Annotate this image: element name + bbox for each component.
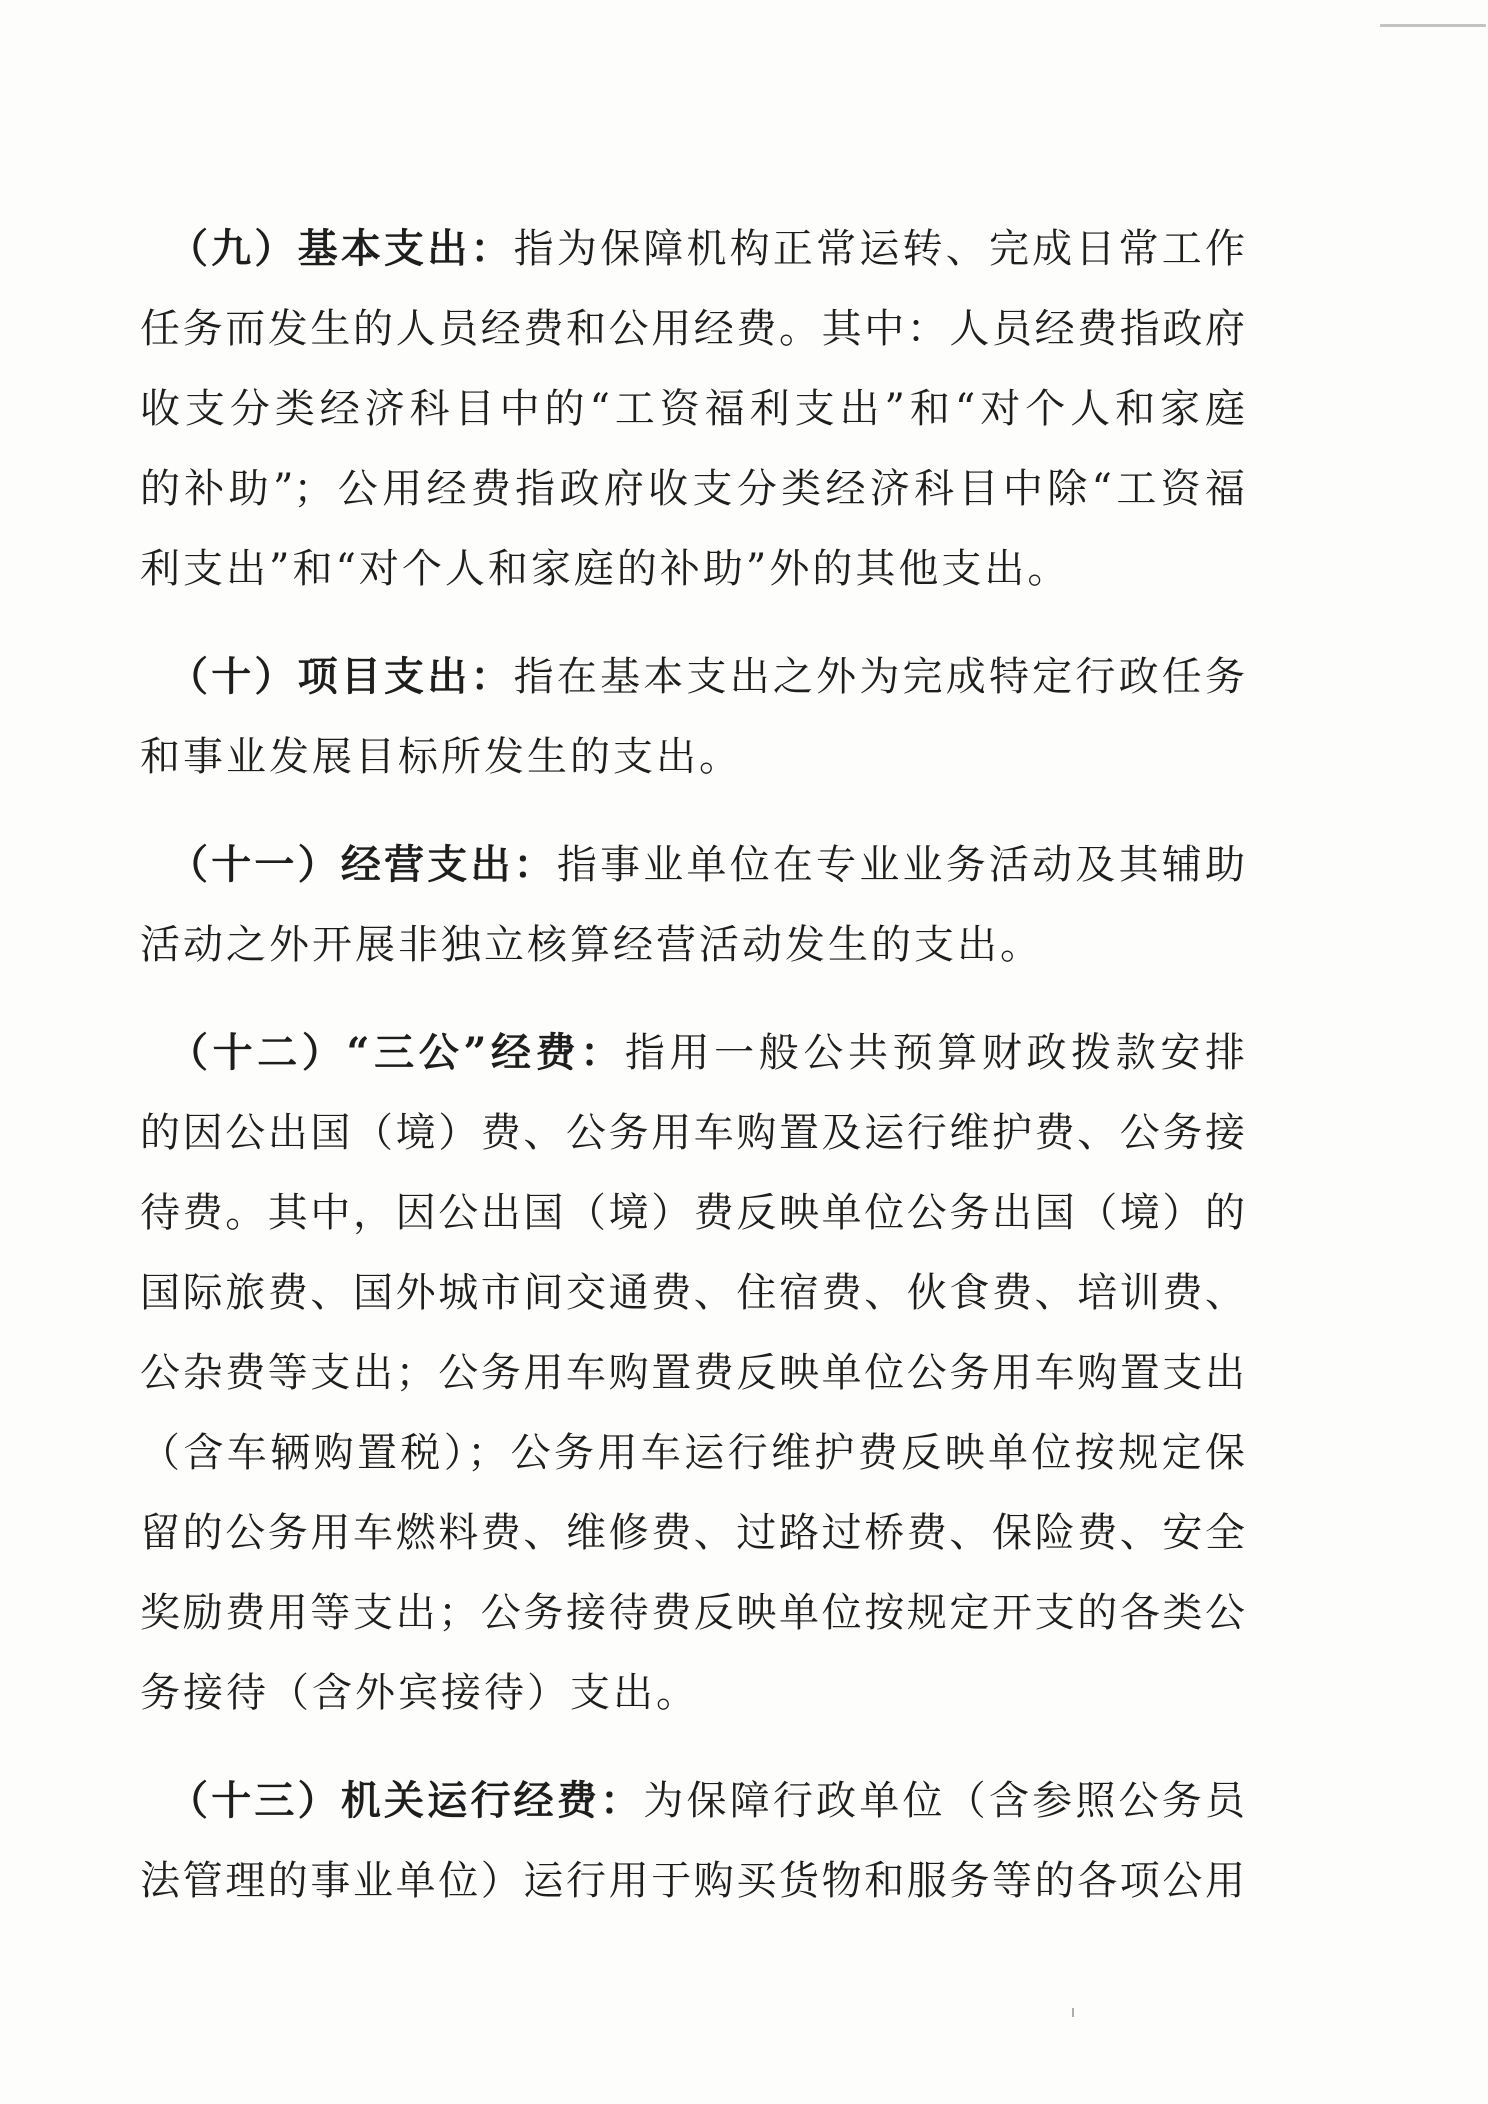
paragraph-line xyxy=(140,637,1245,717)
term-definition: 指事业单位在专业业务活动及其辅助 xyxy=(556,842,1245,888)
paragraph-line: 待费。其中，因公出国（境）费反映单位公务出国（境）的 xyxy=(140,1190,1245,1236)
paragraph-line: 法管理的事业单位）运行用于购买货物和服务等的各项公用 xyxy=(140,1858,1245,1904)
paragraph-line xyxy=(140,1761,1245,1841)
term-definition: 指在基本支出之外为完成特定行政任务 xyxy=(513,654,1245,700)
paragraph-12-three-public-funds xyxy=(140,1013,1245,1733)
paragraph-10-project-expenditure xyxy=(140,637,1245,797)
paragraph-line: 利支出”和“对个人和家庭的补助”外的其他支出。 xyxy=(140,546,1071,592)
text-block xyxy=(140,209,1245,1949)
paragraph-9-basic-expenditure xyxy=(140,209,1245,609)
paragraph-line: 的因公出国（境）费、公务用车购置及运行维护费、公务接 xyxy=(140,1110,1245,1156)
paragraph-line xyxy=(140,209,1245,289)
paragraph-line: 活动之外开展非独立核算经营活动发生的支出。 xyxy=(140,922,1043,968)
paragraph-line: 奖励费用等支出；公务接待费反映单位按规定开支的各类公 xyxy=(140,1590,1245,1636)
scan-artifact-line xyxy=(1380,24,1486,27)
scan-speck xyxy=(1072,2008,1074,2017)
paragraph-line: 和事业发展目标所发生的支出。 xyxy=(140,734,742,780)
term-label: （十）项目支出： xyxy=(168,653,514,700)
term-definition: 指为保障机构正常运转、完成日常工作 xyxy=(513,226,1245,272)
term-label: （十一）经营支出： xyxy=(168,841,557,888)
paragraph-line xyxy=(140,825,1245,905)
paragraph-line: 任务而发生的人员经费和公用经费。其中：人员经费指政府 xyxy=(140,306,1245,352)
term-label: （九）基本支出： xyxy=(168,225,514,272)
paragraph-line: 公杂费等支出；公务用车购置费反映单位公务用车购置支出 xyxy=(140,1350,1245,1396)
term-definition: 指用一般公共预算财政拨款安排 xyxy=(624,1030,1245,1076)
paragraph-line xyxy=(140,1013,1245,1093)
paragraph-13-agency-operating-funds xyxy=(140,1761,1245,1921)
paragraph-11-operating-expenditure xyxy=(140,825,1245,985)
paragraph-line: 收支分类经济科目中的“工资福利支出”和“对个人和家庭 xyxy=(140,386,1245,432)
term-label: （十二）“三公”经费： xyxy=(168,1029,625,1076)
paragraph-line: 国际旅费、国外城市间交通费、住宿费、伙食费、培训费、 xyxy=(140,1270,1245,1316)
term-definition: 为保障行政单位（含参照公务员 xyxy=(643,1778,1245,1824)
paragraph-line: 务接待（含外宾接待）支出。 xyxy=(140,1670,699,1716)
paragraph-line: 留的公务用车燃料费、维修费、过路过桥费、保险费、安全 xyxy=(140,1510,1245,1556)
paragraph-line: （含车辆购置税）；公务用车运行维护费反映单位按规定保 xyxy=(140,1430,1245,1476)
term-label: （十三）机关运行经费： xyxy=(168,1777,644,1824)
paragraph-line: 的补助”；公用经费指政府收支分类经济科目中除“工资福 xyxy=(140,466,1245,512)
